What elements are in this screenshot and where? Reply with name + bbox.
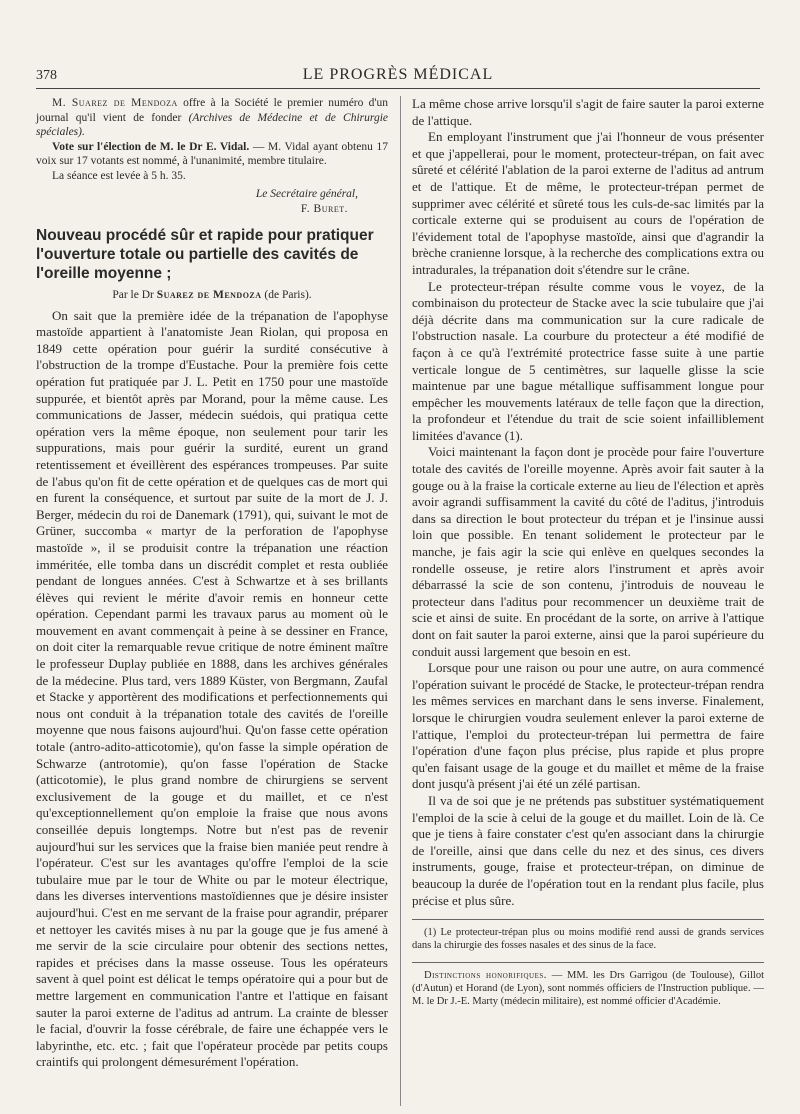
page-header: [36, 64, 760, 88]
paragraph-5: Lorsque pour une raison ou pour une autre, on aura commencé l'opération suivant le procédé de Stacke, le protecteur-trépan rendra les mêmes services en marchant dans le sens inverse. Finalement, lorsque le chirurgien voudra seulement enlever la paroi externe de l'attique, l'emploi du protecteur-trépan lui permettra de faire l'opération d'une façon plus précise, plus rapide et plus propre qu'en faisant usage de la gouge et du maillet et même de la fraise dont jusqu'à présent j'ai été un zélé partisan.: [412, 660, 764, 792]
section-rule: [412, 962, 764, 963]
society-note: [36, 96, 388, 140]
vote-heading: Vote sur l'élection de M. le Dr E. Vidal.: [52, 140, 250, 153]
session-closed: La séance est levée à 5 h. 35.: [52, 169, 186, 182]
footnote-rule: [412, 919, 764, 920]
honors-announcement: [412, 969, 764, 1008]
honors-heading: Distinctions honorifiques.: [424, 970, 547, 982]
running-head: LE PROGRÈS MÉDICAL: [302, 66, 494, 83]
vote-note: [36, 140, 388, 169]
right-column: [412, 96, 764, 1008]
paragraph-1: La même chose arrive lorsqu'il s'agit de faire sauter la paroi externe de l'attique.: [412, 96, 764, 128]
society-note-text: offre à la Société le premier numéro d'un journal qu'il vient de fonder: [36, 97, 388, 124]
honors-text: — MM. les Drs Garrigou (de Toulouse), Gillot (d'Autun) et Horand (de Lyon), sont nommés officiers de l'Instruction publique. — M. le Dr J.-E. Marty (médecin militaire), est nommé officier d'Académie.: [412, 970, 764, 1008]
speaker-name: M. Suarez de Mendoza: [52, 97, 178, 109]
left-column: [36, 96, 388, 1071]
header-rule: [36, 88, 760, 89]
column-divider: [400, 96, 401, 1106]
journal-name: (Archives de Médecine et de Chirurgie spéciales).: [36, 111, 388, 138]
vote-text: — M. Vidal ayant obtenu 17 voix sur 17 votants est nommé, à l'unanimité, membre titulaire.: [36, 140, 388, 167]
paragraph-6: Il va de soi que je ne prétends pas substituer systématiquement l'emploi de la scie à celui de la gouge et du maillet. Loin de là. Ce que je tiens à faire constater c'est qu'en associant dans la chirurgie de l'oreille, ainsi que dans celle du nez et des sinus, ces divers instruments, gouge, fraise et protecteur-trépan, on diminue de beaucoup la durée de l'opération tout en la rendant plus facile, plus précise et plus sûre.: [412, 792, 764, 908]
byline-prefix: Par le Dr: [112, 289, 157, 301]
secretary-title: Le Secrétaire général,: [255, 188, 358, 200]
article-body-left: On sait que la première idée de la trépanation de l'apophyse mastoïde appartient à l'anatomiste Jean Riolan, qui proposa en 1849 cette opération pour guérir la surdité consécutive à l'obstruction de la trompe d'Eustache. Pour la première fois cette opération fut pratiquée par J. L. Petit en 1750 pour une mastoïde suppurée, et bientôt après par Morand, pour la même cause. Les communications de Jasser, médecin suédois, qui pratiqua cette opération vers la même époque, non seulement pour tarir les suppurations, mais pour guérir la surdité, eurent un grand retentissement et éveillèrent des espérances trompeuses. Par suite de l'abus qu'on fit de cette opération et de quelques cas de mort qui en furent la conséquence, et surtout par suite de la mort de J. J. Berger, médecin du roi de Danemark (1791), qui, suivant le mot de Grüner, succomba « martyr de la perforation de l'apophyse mastoïde », il se produisit contre la trépanation une réaction imméritée, elle tomba dans un discrédit complet et resta oubliée pendant de longues années. C'est à Schwartze et à ses brillants élèves qui revient le mérite d'avoir remis en honneur cette opération. Cependant parmi les travaux parus au moment où le mouvement en avant commençait à peine à se dessiner en France, on doit citer la remarquable revue critique de notre éminent maître le professeur Duplay publiée en 1888, dans les archives générales de la médecine. Plus tard, vers 1889 Küster, von Bergmann, Zaufal et Stacke y apportèrent des modifications et perfectionnements qui nous ont conduit à la trépanation totale des cavités de l'oreille moyenne que nous faisons aujourd'hui. Qu'on fasse cette opération totale (antro-adito-atticotomie), qu'on fasse la simple opération de Schwarze (antrotomie), qu'on fasse l'opération de Stacke (atticotomie), le plus grand nombre de chirurgiens se servent exclusivement de la gouge et du maillet, et ce n'est qu'exceptionnellement qu'on emploie la fraise que nous avons conseillée depuis longtemps. Notre but n'est pas de revenir aujourd'hui sur les services que la fraise bien maniée peut rendre à l'opérateur. C'est sur les avantages qu'offre l'emploi de la scie tubulaire mue par le tour de White ou par le moteur électrique, dans les diverses interventions mastoïdiennes que je désire insister aujourd'hui. C'est en me servant de la fraise pour agrandir, préparer et nettoyer les cavités mises à nu par la gouge que je fus amené à me servir de la scie circulaire pour obtenir des sections nettes, rapides et précises dans la masse osseuse. Tous les opérateurs savent à quel point est délicat le temps opératoire qui a pour but de mettre largement en communication l'antre et l'attique en faisant sauter la paroi externe de l'aditus ad antrum. La crainte de blesser le facial, d'ouvrir la fosse cérébrale, de faire une échappée vers le labyrinthe, etc. etc. ; fait que l'opérateur procède par petits coups craintifs qui prolongent démesurément l'opération.: [36, 307, 388, 1070]
footnote: (1) Le protecteur-trépan plus ou moins modifié rend aussi de grands services dans la chirurgie des fosses nasales et des sinus de la face.: [412, 927, 764, 952]
paragraph-4: Voici maintenant la façon dont je procède pour faire l'ouverture totale des cavités de l'oreille moyenne. Après avoir fait sauter à la gouge ou à la fraise la corticale externe au lieu de l'élection et après avoir agrandi suffisamment la cavité du côté de l'aditus, j'introduis dans sa direction le bout protecteur du trépan et je l'insinue aussi loin que possible. En tenant solidement le protecteur par le manche, je fais agir la scie qui enlève en quelques secondes la rondelle osseuse, je retire alors l'instrument et après avoir débarrassé la scie de son contenu, j'introduis de nouveau le protecteur dans l'aditus pour recommencer un deuxième trait de scie et ainsi de suite. En procédant de la sorte, on arrive à l'attique dont on fait sauter la paroi externe, ainsi que la paroi supérieure du conduit aussi largement que besoin en est.: [412, 444, 764, 659]
byline-suffix: (de Paris).: [261, 289, 312, 301]
byline: [36, 287, 388, 304]
secretary-name: F. Buret.: [300, 202, 348, 215]
paragraph-3: Le protecteur-trépan résulte comme vous le voyez, de la combinaison du protecteur de Stacke avec la scie tubulaire que j'ai déjà décrite dans ma communication sur la cure radicale de l'obstruction nasale. La courbure du protecteur a été modifié de façon à ce qu'à l'extrémité protectrice fasse suite à une partie verticale longue de 5 centimètres, sur laquelle glisse la scie maintenue par une bague métallique suffisamment longue pour empêcher les mouvements latéraux de telle façon que la direction, la profondeur et l'étendue du trait de scie soient infailliblement limitées d'avance (1).: [412, 278, 764, 443]
byline-author: Suarez de Mendoza: [156, 289, 262, 301]
paragraph-2: En employant l'instrument que j'ai l'honneur de vous présenter et que j'appellerai, pour le moment, protecteur-trépan, on fait avec sûreté et célérité l'ablation de la paroi externe de l'aditus ad antrum et de l'attique. Et de même, le protecteur-trépan permet de supprimer avec célérité et sûreté tous les culs-de-sac limités par la corticale externe qui se produisent au cours de l'opération de l'évidement total de l'apophyse mastoïde, ainsi que d'agrandir la brèche cranienne lorsque, à la recherche des complications extra ou intradurales, la trépanation doit s'étendre sur le crâne.: [412, 129, 764, 277]
article-title: Nouveau procédé sûr et rapide pour pratiquer l'ouverture totale ou partielle des cavités de l'oreille moyenne ;: [36, 227, 374, 282]
page-number: 378: [36, 68, 57, 83]
